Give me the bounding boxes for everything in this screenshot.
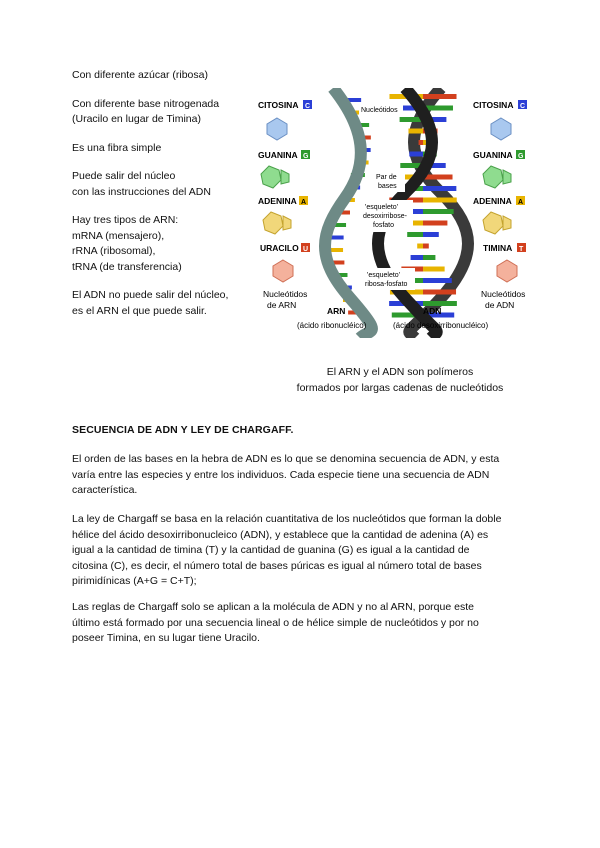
dna-base — [419, 140, 423, 145]
note-6: El ADN no puede salir del núcleo, es el ARN el que puede salir. — [72, 289, 229, 317]
label-esq-rna-1: 'esqueleto' — [367, 272, 401, 279]
thymine-molecule-icon — [497, 260, 517, 282]
side-notes — [72, 68, 262, 332]
code-a-left: A — [301, 199, 307, 206]
dna-base — [423, 198, 457, 203]
note-2: Con diferente base nitrogenada (Uracilo en lugar de Timina) — [72, 97, 220, 125]
code-c-right: C — [520, 103, 526, 110]
cytosine-molecule-icon — [267, 118, 287, 140]
legend-right-cytosine: CITOSINA — [473, 100, 514, 110]
label-esq-rna-2: ribosa-fosfato — [365, 281, 408, 288]
dna-base — [423, 255, 435, 260]
note-3: Es una fibra simple — [72, 141, 162, 154]
arn-label: ARN — [327, 306, 346, 316]
legend-left-uracil: URACILO — [260, 243, 299, 253]
code-c-left: C — [305, 103, 311, 110]
guanine-ring-icon-right — [503, 170, 511, 184]
note-5: Hay tres tipos de ARN: mRNA (mensajero), rRNA (ribosomal), tRNA (de transferencia) — [72, 214, 182, 273]
legend-left — [258, 100, 312, 310]
paragraph-2: La ley de Chargaff se basa en la relación cuantitativa de los nucleótidos que forman la doble hélice del ácido desoxirribonucleico (ADN), y establece que la cantidad de adenina (A) es igual a la cantidad de timina (T) y la cantidad de guanina (G) es igual a la cantidad de citosina (C), es decir, el número total de bases púricas es igual al número total de bases pirimidínicas (A+G = C+T); — [72, 513, 502, 587]
guanine-molecule-icon — [261, 166, 281, 188]
adenine-ring-icon-right — [503, 216, 511, 230]
legend-left-adenine: ADENINA — [258, 196, 297, 206]
legend-right-guanine: GUANINA — [473, 150, 513, 160]
dna-base — [408, 129, 423, 134]
label-esq-dna-3: fosfato — [373, 222, 395, 229]
guanine-ring-icon — [281, 170, 289, 184]
label-par-2: bases — [378, 183, 397, 190]
legend-right-adenine: ADENINA — [473, 196, 512, 206]
dna-base — [423, 267, 445, 272]
legend-right — [473, 100, 527, 310]
arn-sub: (ácido ribonucléico) — [297, 321, 367, 330]
dna-base — [423, 232, 439, 237]
left-footer-2: de ARN — [267, 300, 297, 310]
section-title: SECUENCIA DE ADN Y LEY DE CHARGAFF. — [72, 424, 294, 436]
dna-base — [423, 244, 429, 249]
legend-left-cytosine: CITOSINA — [258, 100, 299, 110]
adenine-molecule-icon — [263, 212, 283, 234]
dna-base — [423, 209, 454, 214]
dna-base — [423, 290, 456, 295]
code-u-left: U — [303, 246, 309, 253]
cytosine-molecule-icon-right — [491, 118, 511, 140]
note-1: Con diferente azúcar (ribosa) — [72, 69, 208, 81]
guanine-molecule-icon-right — [483, 166, 503, 188]
adenine-ring-icon — [283, 216, 291, 230]
dna-base — [423, 278, 452, 283]
paragraph-3: Las reglas de Chargaff solo se aplican a la molécula de ADN y no al ARN, porque este último está formado por una secuencia lineal o de hélice simple de nucleótidos y por no poseer Timina, en su lugar tiene Uracilo. — [72, 601, 479, 644]
adn-label: ADN — [423, 306, 442, 316]
code-g-left: G — [303, 153, 309, 160]
rna-dna-figure — [255, 88, 535, 338]
left-footer-1: Nucleótidos — [263, 289, 308, 299]
adenine-molecule-icon-right — [483, 212, 503, 234]
label-esq-dna-1: 'esqueleto' — [365, 204, 399, 211]
uracil-molecule-icon — [273, 260, 293, 282]
dna-base — [417, 244, 423, 249]
legend-right-thymine: TIMINA — [483, 243, 513, 253]
dna-base — [409, 152, 423, 157]
label-nucleotidos: Nucleótidos — [361, 107, 398, 114]
dna-base — [423, 221, 447, 226]
legend-left-guanine: GUANINA — [258, 150, 298, 160]
paragraph-1: El orden de las bases en la hebra de ADN es lo que se denomina secuencia de ADN, y esta varía entre las especies y entre los individuos. Cada especie tiene una secuencia de ADN característica. — [72, 453, 500, 496]
code-t-right: T — [519, 246, 524, 253]
dna-base — [411, 255, 423, 260]
label-esq-dna-2: desoxirribose- — [363, 213, 407, 220]
code-g-right: G — [518, 153, 524, 160]
dna-base — [423, 94, 457, 99]
right-footer-1: Nucleótidos — [481, 289, 526, 299]
right-footer-2: de ADN — [485, 300, 515, 310]
dna-base — [407, 232, 423, 237]
dna-base — [423, 186, 456, 191]
code-a-right: A — [518, 199, 524, 206]
adn-sub: (ácido desoxirribonucléico) — [393, 321, 489, 330]
note-4: Puede salir del núcleo con las instrucciones del ADN — [72, 170, 211, 198]
figure-caption: El ARN y el ADN son polímeros formados por largas cadenas de nucleótidos — [296, 366, 504, 394]
label-par-1: Par de — [376, 174, 397, 181]
